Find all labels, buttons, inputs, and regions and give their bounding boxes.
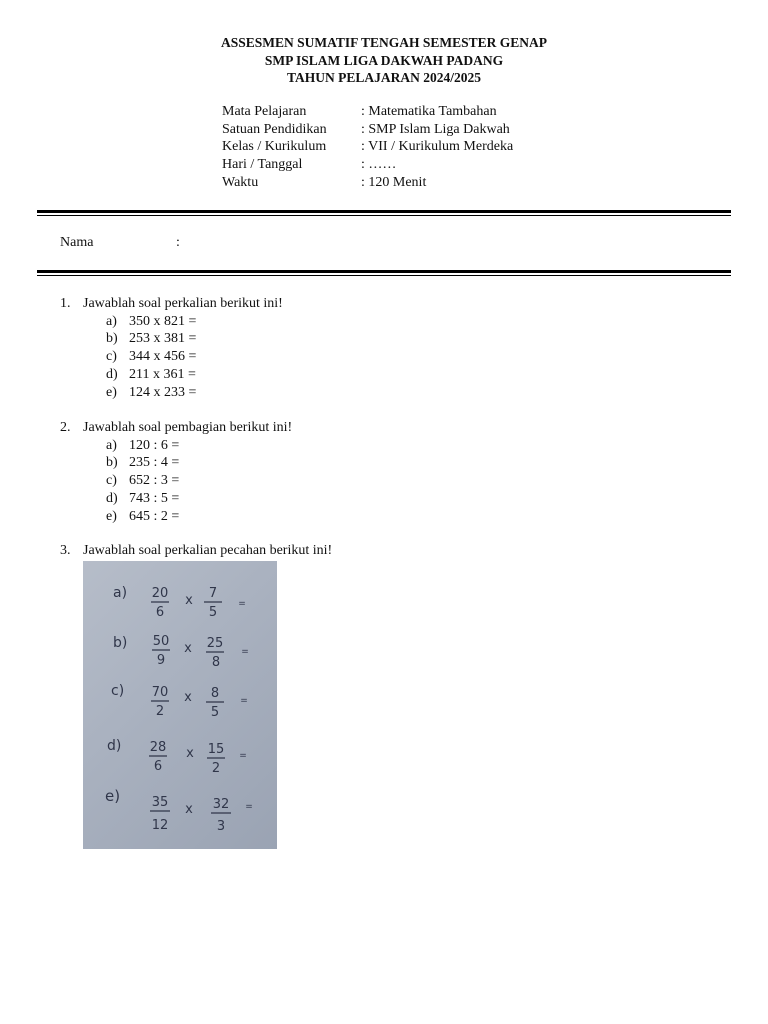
hw-equals: = bbox=[239, 751, 247, 761]
info-value: : Matematika Tambahan bbox=[361, 104, 497, 119]
question-number: 1. bbox=[60, 296, 71, 311]
hw-numerator: 15 bbox=[207, 742, 225, 757]
list-item bbox=[106, 490, 292, 508]
hw-denominator: 12 bbox=[151, 818, 169, 833]
name-colon: : bbox=[176, 235, 180, 250]
info-row-subject bbox=[222, 103, 513, 121]
item-letter: e) bbox=[106, 384, 117, 400]
hw-denominator: 9 bbox=[156, 653, 166, 668]
info-value: : SMP Islam Liga Dakwah bbox=[361, 121, 510, 137]
document-header bbox=[0, 34, 768, 87]
hw-denominator: 2 bbox=[155, 704, 165, 719]
item-letter: b) bbox=[106, 455, 118, 471]
hw-denominator: 3 bbox=[216, 819, 226, 834]
hw-letter: d) bbox=[107, 738, 122, 754]
info-row-class bbox=[222, 138, 513, 156]
question-title bbox=[60, 295, 283, 313]
list-item bbox=[106, 348, 283, 366]
question-items bbox=[106, 313, 283, 402]
hw-denominator: 2 bbox=[211, 761, 221, 776]
item-text: 235 : 4 = bbox=[129, 455, 180, 471]
hw-letter: a) bbox=[113, 585, 128, 601]
question-text: Jawablah soal perkalian pecahan berikut ini! bbox=[83, 543, 333, 558]
info-label: Satuan Pendidikan bbox=[222, 121, 327, 137]
hw-letter: b) bbox=[113, 635, 128, 651]
hw-denominator: 6 bbox=[155, 605, 165, 620]
item-text: 211 x 361 = bbox=[129, 366, 196, 382]
divider-top bbox=[37, 210, 731, 216]
list-item bbox=[106, 330, 283, 348]
question-text: Jawablah soal pembagian berikut ini! bbox=[83, 420, 293, 435]
hw-numerator: 28 bbox=[149, 740, 167, 755]
question-number: 2. bbox=[60, 420, 71, 435]
hw-denominator: 8 bbox=[211, 655, 221, 670]
item-letter: e) bbox=[106, 508, 117, 524]
question-title bbox=[60, 542, 332, 560]
item-text: 120 : 6 = bbox=[129, 437, 180, 453]
hw-numerator: 25 bbox=[206, 636, 224, 651]
header-year: TAHUN PELAJARAN 2024/2025 bbox=[286, 70, 481, 85]
item-text: 652 : 3 = bbox=[129, 473, 180, 489]
hw-equals: = bbox=[238, 599, 246, 609]
hw-denominator: 5 bbox=[210, 705, 220, 720]
item-letter: a) bbox=[106, 437, 117, 453]
item-letter: d) bbox=[106, 366, 118, 382]
hw-numerator: 50 bbox=[152, 634, 170, 649]
hw-numerator: 35 bbox=[151, 795, 169, 810]
hw-numerator: 20 bbox=[151, 586, 169, 601]
hw-operator: x bbox=[184, 690, 192, 705]
handwritten-fractions-photo bbox=[83, 561, 277, 849]
header-school: SMP ISLAM LIGA DAKWAH PADANG bbox=[264, 52, 504, 68]
hw-numerator: 7 bbox=[208, 586, 218, 601]
info-row-date bbox=[222, 156, 513, 174]
list-item bbox=[106, 437, 292, 455]
info-value: : 120 Menit bbox=[361, 174, 427, 190]
info-label: Hari / Tanggal bbox=[222, 157, 303, 173]
name-label: Nama bbox=[60, 235, 94, 250]
question-1 bbox=[60, 295, 283, 401]
item-text: 344 x 456 = bbox=[129, 349, 197, 365]
item-letter: b) bbox=[106, 331, 118, 347]
info-row-time bbox=[222, 174, 513, 192]
hw-operator: x bbox=[186, 746, 194, 761]
hw-numerator: 32 bbox=[212, 797, 230, 812]
info-label: Mata Pelajaran bbox=[222, 104, 307, 119]
list-item bbox=[106, 384, 283, 402]
item-text: 645 : 2 = bbox=[129, 508, 180, 524]
hw-operator: x bbox=[185, 593, 193, 608]
hw-numerator: 8 bbox=[210, 686, 220, 701]
hw-operator: x bbox=[184, 641, 192, 656]
item-text: 743 : 5 = bbox=[129, 490, 180, 506]
list-item bbox=[106, 366, 283, 384]
item-text: 253 x 381 = bbox=[129, 331, 197, 347]
question-number: 3. bbox=[60, 543, 71, 558]
question-2 bbox=[60, 419, 292, 525]
item-text: 124 x 233 = bbox=[129, 384, 197, 400]
info-value: : …… bbox=[361, 157, 397, 173]
item-letter: a) bbox=[106, 313, 117, 329]
info-value: : VII / Kurikulum Merdeka bbox=[361, 139, 514, 155]
info-label: Waktu bbox=[222, 174, 259, 190]
hw-letter: c) bbox=[111, 683, 125, 699]
list-item bbox=[106, 472, 292, 490]
question-items bbox=[106, 437, 292, 526]
question-3 bbox=[60, 542, 332, 560]
list-item bbox=[106, 313, 283, 331]
item-letter: d) bbox=[106, 490, 118, 506]
header-title: ASSESMEN SUMATIF TENGAH SEMESTER GENAP bbox=[220, 35, 548, 50]
list-item bbox=[106, 508, 292, 526]
hw-operator: x bbox=[185, 802, 193, 817]
info-label: Kelas / Kurikulum bbox=[222, 139, 327, 155]
name-field bbox=[60, 235, 180, 251]
info-row-school bbox=[222, 121, 513, 139]
hw-equals: = bbox=[240, 696, 248, 706]
exam-info bbox=[222, 103, 513, 192]
question-title bbox=[60, 419, 292, 437]
item-letter: c) bbox=[106, 349, 117, 365]
hw-letter: e) bbox=[105, 787, 121, 805]
hw-numerator: 70 bbox=[151, 685, 169, 700]
hw-denominator: 5 bbox=[208, 605, 218, 620]
item-letter: c) bbox=[106, 473, 117, 489]
hw-denominator: 6 bbox=[153, 759, 163, 774]
item-text: 350 x 821 = bbox=[129, 313, 197, 329]
question-text: Jawablah soal perkalian berikut ini! bbox=[83, 296, 283, 311]
hw-equals: = bbox=[241, 647, 249, 657]
divider-bottom bbox=[37, 270, 731, 276]
hw-equals: = bbox=[245, 802, 253, 812]
list-item bbox=[106, 454, 292, 472]
